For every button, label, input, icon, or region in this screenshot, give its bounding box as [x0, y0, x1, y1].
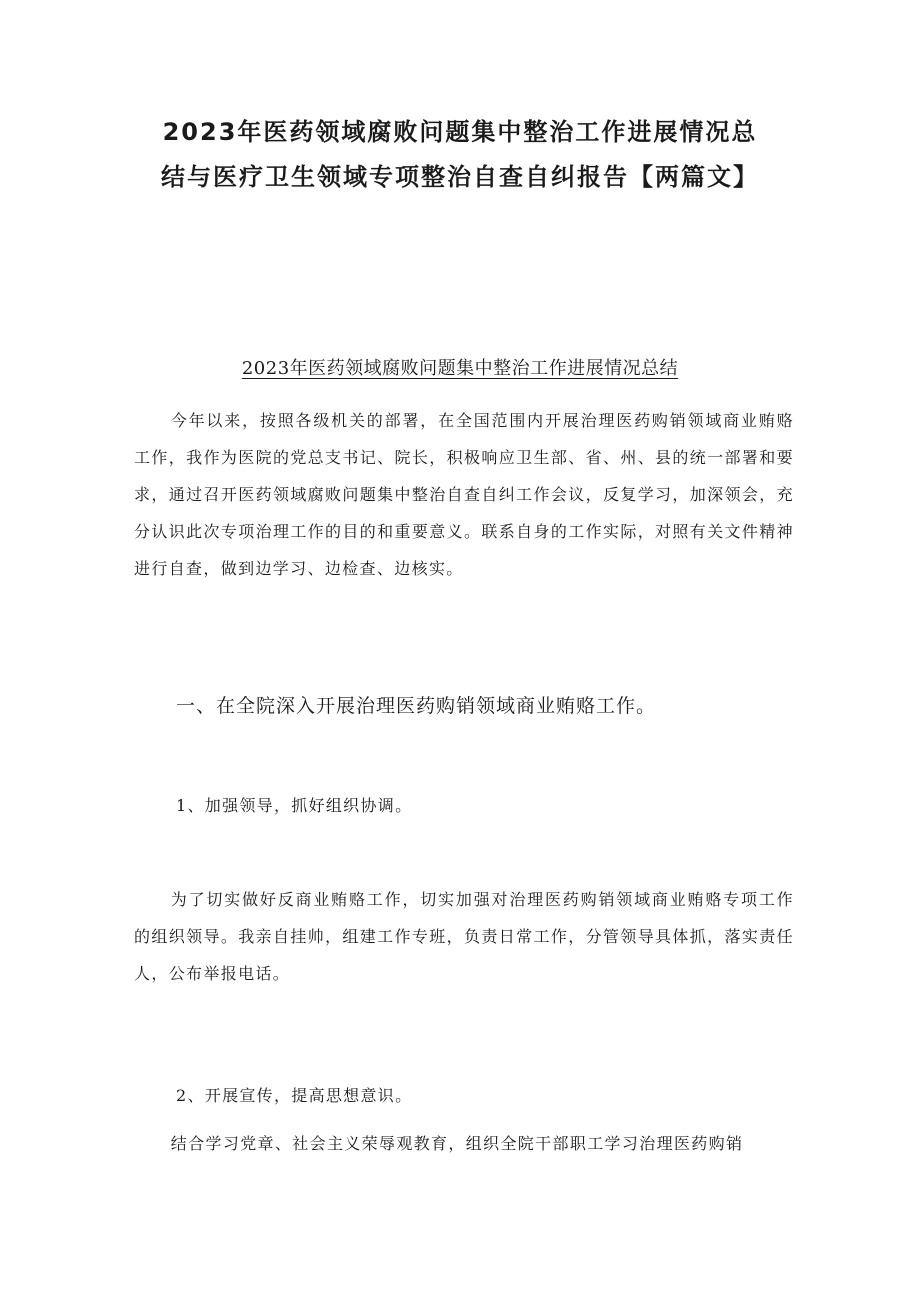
paragraph-leadership: 为了切实做好反商业贿赂工作，切实加强对治理医药购销领域商业贿赂专项工作的组织领导。我亲自挂帅，组建工作专班，负责日常工作，分管领导具体抓，落实责任人，公布举报电话。 [134, 890, 794, 983]
paragraph-publicity: 结合学习党章、社会主义荣辱观教育，组织全院干部职工学习治理医药购销 [170, 1134, 744, 1153]
heading-level-2-first: 1、加强领导，抓好组织协调。 [176, 796, 413, 815]
document-title-line-2: 结与医疗卫生领域专项整治自查自纠报告【两篇文】 [161, 163, 759, 191]
paragraph-intro: 今年以来，按照各级机关的部署，在全国范围内开展治理医药购销领域商业贿赂工作，我作为医院的党总支书记、院长，积极响应卫生部、省、州、县的统一部署和要求，通过召开医药领域腐败问题集中整治自查自纠工作会议，反复学习，加深领会，充分认识此次专项治理工作的目的和重要意义。联系自身的工作实际，对照有关文件精神进行自查，做到边学习、边检查、边核实。 [134, 411, 794, 578]
heading-level-1: 一、在全院深入开展治理医药购销领域商业贿赂工作。 [176, 695, 657, 717]
section-title: 2023年医药领域腐败问题集中整治工作进展情况总结 [241, 358, 679, 379]
document-title-line-1: 2023年医药领域腐败问题集中整治工作进展情况总 [162, 118, 758, 146]
heading-level-2-second: 2、开展宣传，提高思想意识。 [176, 1086, 413, 1105]
